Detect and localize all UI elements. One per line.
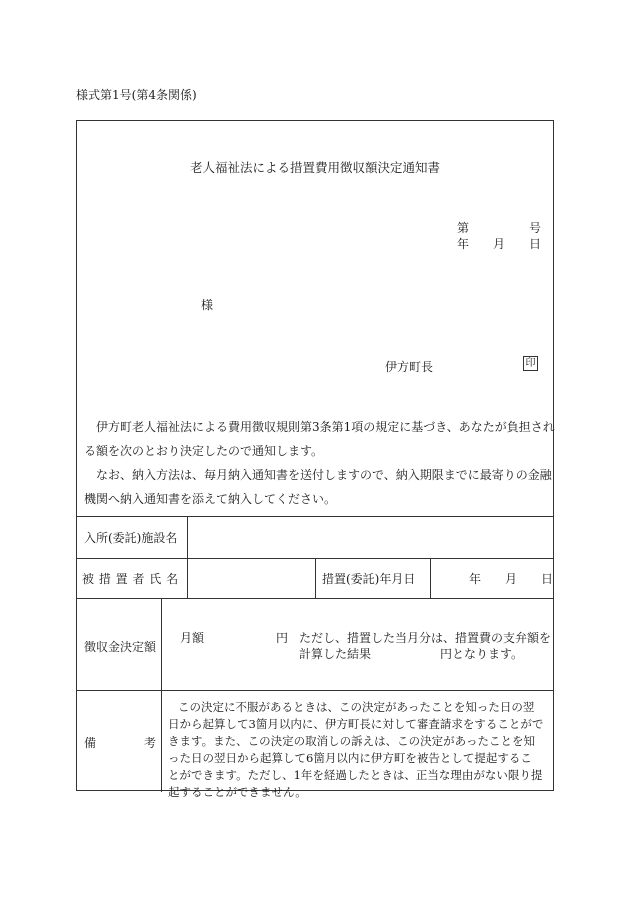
date-column-divider — [430, 558, 431, 598]
monthly-label: 月額 — [180, 631, 205, 645]
remarks-line-6: 起することができません。 — [168, 785, 307, 799]
date-year: 年 — [457, 237, 470, 251]
table-top-border — [77, 516, 553, 517]
row-divider-3 — [77, 690, 553, 691]
row-divider-2 — [77, 598, 553, 599]
seal-mark: 印 — [523, 356, 538, 371]
remarks-line-5: とができます。ただし、1年を経過したときは、正当な理由がない限り提 — [168, 768, 543, 782]
remarks-label-1: 備 — [84, 736, 97, 750]
remarks-label-2: 考 — [144, 736, 157, 750]
proviso-line-3: 円となります。 — [440, 647, 524, 661]
remarks-line-1: この決定に不服があるときは、この決定があったことを知った日の翌 — [178, 700, 535, 714]
body-line-4: 機関へ納入通知書を添えて納入してください。 — [84, 492, 337, 506]
measure-year: 年 — [469, 572, 482, 586]
yen-unit: 円 — [276, 631, 289, 645]
document-title: 老人福祉法による措置費用徴収額決定通知書 — [189, 160, 440, 175]
issuer-name: 伊方町長 — [385, 360, 434, 374]
measure-day: 日 — [541, 572, 554, 586]
measure-date-label: 措置(委託)年月日 — [322, 572, 416, 586]
addressee-suffix: 様 — [201, 298, 214, 312]
name-column-divider — [315, 558, 316, 598]
remarks-line-3: きます。また、この決定の取消しの訴えは、この決定があったことを知 — [168, 734, 535, 748]
person-name-label: 被 措 置 者 氏 名 — [82, 572, 179, 586]
measure-month: 月 — [505, 572, 518, 586]
doc-number-suffix: 号 — [529, 221, 542, 235]
body-line-2: る額を次のとおり決定したので通知します。 — [84, 444, 324, 458]
amount-label: 徴収金決定額 — [84, 640, 157, 654]
lower-label-divider — [161, 598, 162, 792]
label-column-divider — [187, 516, 188, 598]
doc-number-prefix: 第 — [457, 221, 470, 235]
proviso-line-1: ただし、措置した当月分は、措置費の支弁額を — [299, 631, 552, 645]
proviso-line-2: 計算した結果 — [299, 647, 372, 661]
body-line-1: 伊方町老人福祉法による費用徴収規則第3条第1項の規定に基づき、あなたが負担され — [96, 420, 555, 434]
form-number-label: 様式第1号(第4条関係) — [76, 88, 197, 102]
date-day: 日 — [529, 237, 542, 251]
notice-form-frame — [76, 120, 555, 799]
remarks-line-2: 日から起算して3箇月以内に、伊方町長に対して審査請求をすることがで — [168, 717, 544, 731]
facility-name-label: 入所(委託)施設名 — [84, 531, 178, 545]
remarks-line-4: った日の翌日から起算して6箇月以内に伊方町を被告として提起するこ — [168, 751, 532, 765]
body-line-3: なお、納入方法は、毎月納入通知書を送付しますので、納入期限までに最寄りの金融 — [96, 468, 552, 482]
date-month: 月 — [493, 237, 506, 251]
